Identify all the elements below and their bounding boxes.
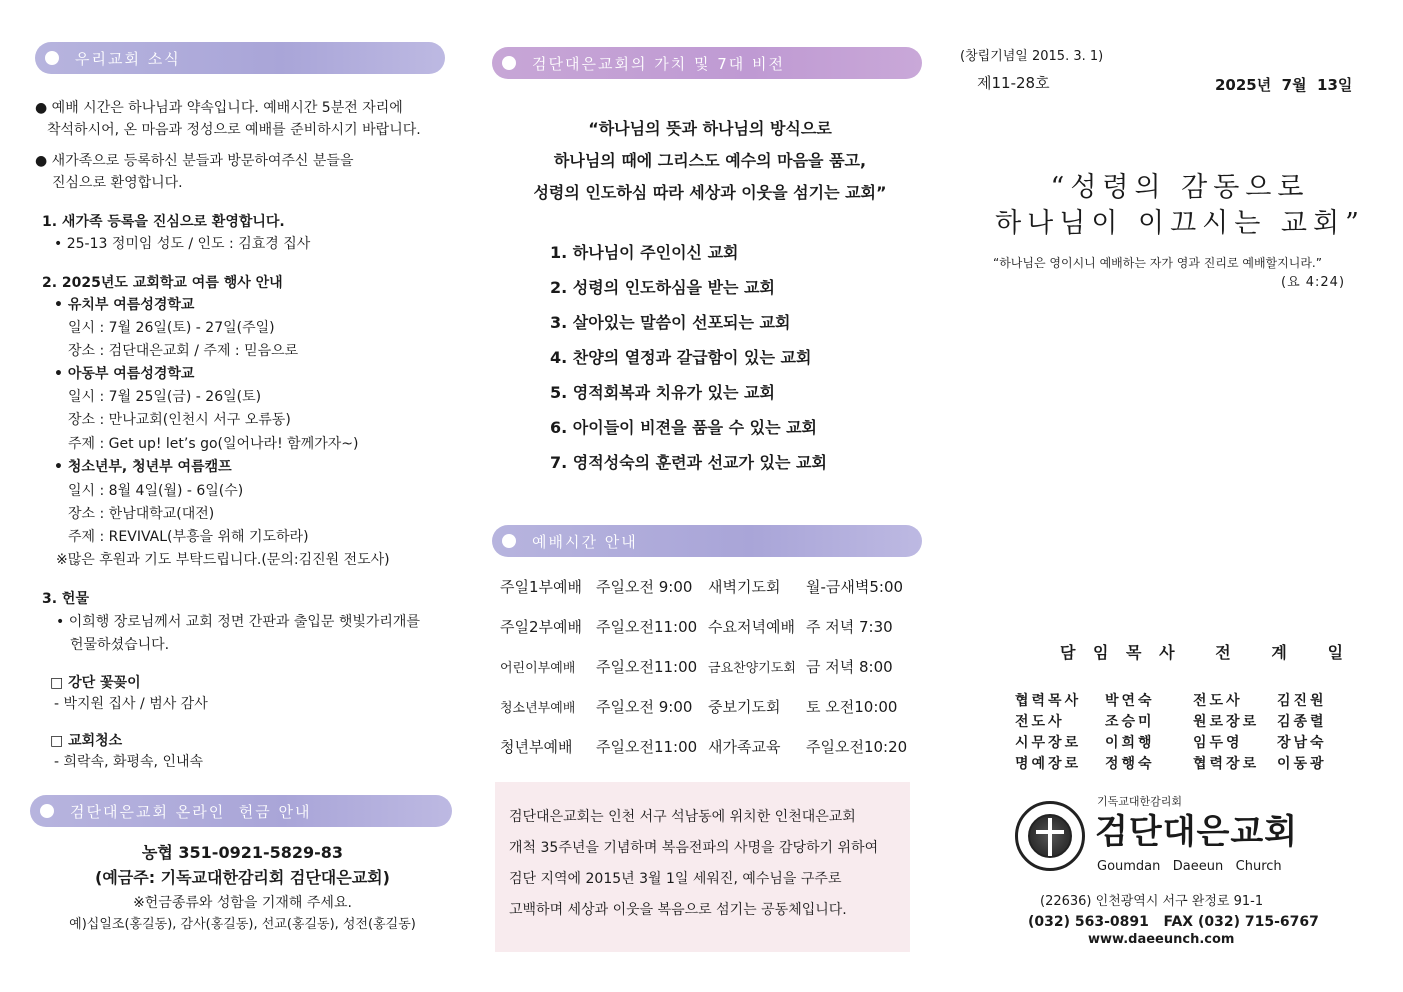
intro-line4: 고백하며 세상과 이웃을 복음으로 섬기는 공동체입니다. — [509, 902, 847, 918]
offering-holder: (예금주: 기독교대한감리회 검단대은교회) — [95, 868, 390, 887]
child-date: 일시 : 7월 25일(금) - 26일(토) — [68, 389, 262, 405]
worship-name: 주일2부예배 — [500, 617, 582, 636]
child-title: • 아동부 여름성경학교 — [54, 366, 195, 382]
worship-time: 주일오전 9:00 — [596, 697, 693, 716]
worship-time: 주 저녁 7:30 — [806, 617, 893, 636]
worship-time: 주일오전10:20 — [806, 737, 908, 756]
vision-item: 7. 영적성숙의 훈련과 선교가 있는 교회 — [550, 453, 827, 472]
vision-header-label: 검단대은교회의 가치 및 7대 비전 — [532, 54, 785, 73]
issue-number: 제11-28호 — [977, 74, 1050, 92]
offering-example: 예)십일조(홍길동), 감사(홍길동), 선교(홍길동), 성전(홍길동) — [69, 917, 416, 932]
clean-detail: - 희락속, 화평속, 인내속 — [54, 754, 204, 770]
cover-title-line2: 하나님이 이끄시는 교회” — [995, 208, 1365, 239]
vision-item: 1. 하나님이 주인이신 교회 — [550, 243, 739, 262]
worship-header — [492, 525, 922, 557]
staff-cell: 시무장로 — [1015, 735, 1082, 751]
vision-list — [550, 240, 827, 485]
support-note: ※많은 후원과 기도 부탁드립니다.(문의:김진원 전도사) — [56, 552, 390, 568]
church-address: (22636) 인천광역시 서구 완정로 91-1 — [1040, 894, 1264, 909]
cover-title — [985, 170, 1375, 242]
bullet-dot-icon — [502, 534, 516, 548]
child-place: 장소 : 만나교회(인천시 서구 오류동) — [68, 412, 291, 428]
staff-cell: 이동광 — [1277, 756, 1327, 772]
founding-date: (창립기념일 2015. 3. 1) — [960, 49, 1104, 64]
child-theme: 주제 : Get up! let’s go(일어나라! 함께가자~) — [68, 436, 359, 452]
worship-name: 새가족교육 — [708, 737, 781, 756]
kinder-title: • 유치부 여름성경학교 — [54, 297, 195, 313]
staff-cell: 전도사 — [1193, 693, 1243, 709]
issue-date: 2025년 7월 13일 — [1215, 76, 1353, 94]
clean-title: □ 교회청소 — [50, 733, 123, 749]
staff-cell: 임두영 — [1193, 735, 1243, 751]
intro-line1: 검단대은교회는 인천 서구 석남동에 위치한 인천대은교회 — [509, 809, 856, 825]
worship-header-label: 예배시간 안내 — [532, 532, 638, 551]
table-row — [500, 686, 920, 726]
staff-cell: 협력장로 — [1193, 756, 1260, 772]
staff-cell: 박연숙 — [1105, 693, 1155, 709]
staff-cell: 전도사 — [1015, 714, 1065, 730]
youth-place: 장소 : 한남대학교(대전) — [68, 506, 215, 522]
vision-quote-line1: “하나님의 뜻과 하나님의 방식으로 — [588, 119, 832, 138]
news-bullet2-line1: ● 새가족으로 등록하신 분들과 방문하여주신 분들을 — [35, 153, 354, 169]
vision-quote-line2: 하나님의 때에 그리스도 예수의 마음을 품고, — [553, 151, 867, 170]
youth-title: • 청소년부, 청년부 여름캠프 — [54, 459, 232, 475]
vision-item: 6. 아이들이 비젼을 품을 수 있는 교회 — [550, 418, 818, 437]
vision-item: 5. 영적회복과 치유가 있는 교회 — [550, 383, 775, 402]
worship-name: 금요찬양기도회 — [708, 660, 796, 676]
bullet-dot-icon — [502, 56, 516, 70]
staff-cell: 이희행 — [1105, 735, 1155, 751]
bullet-dot-icon — [40, 804, 54, 818]
staff-list — [1015, 690, 1347, 774]
table-row — [500, 566, 920, 606]
worship-name: 중보기도회 — [708, 697, 781, 716]
worship-name: 청년부예배 — [500, 737, 573, 756]
staff-row — [1015, 732, 1347, 753]
worship-name: 새벽기도회 — [708, 577, 781, 596]
worship-name: 주일1부예배 — [500, 577, 582, 596]
worship-name: 청소년부예배 — [500, 700, 576, 716]
cover-title-line1: “성령의 감동으로 — [1050, 172, 1310, 203]
church-intro — [495, 782, 910, 952]
worship-time: 주일오전11:00 — [596, 737, 698, 756]
worship-table — [500, 566, 920, 766]
kinder-date: 일시 : 7월 26일(토) - 27일(주일) — [68, 320, 275, 336]
senior-pastor: 담 임 목 사 전 계 일 — [1060, 643, 1350, 662]
worship-time: 주일오전11:00 — [596, 657, 698, 676]
staff-row — [1015, 753, 1347, 774]
staff-cell: 김진원 — [1277, 693, 1327, 709]
church-phone: (032) 563-0891 FAX (032) 715-6767 — [1028, 914, 1319, 930]
staff-cell: 정행숙 — [1105, 756, 1155, 772]
methodist-emblem-icon — [1015, 801, 1085, 871]
table-row — [500, 646, 920, 686]
news-item3-title: 3. 헌물 — [42, 591, 89, 607]
staff-cell: 김종렬 — [1277, 714, 1327, 730]
offering-header — [30, 795, 452, 827]
vision-header — [492, 47, 922, 79]
staff-row — [1015, 690, 1347, 711]
offering-account: 농협 351-0921-5829-83 — [141, 843, 344, 862]
flower-title: □ 강단 꽃꽂이 — [50, 675, 141, 691]
news-item1-detail: • 25-13 정미임 성도 / 인도 : 김효경 집사 — [54, 236, 311, 252]
youth-date: 일시 : 8월 4일(월) - 6일(수) — [68, 483, 244, 499]
offering-header-label: 검단대은교회 온라인 헌금 안내 — [70, 802, 312, 821]
news-header-label: 우리교회 소식 — [75, 49, 181, 68]
youth-theme: 주제 : REVIVAL(부흥을 위해 기도하라) — [68, 529, 309, 545]
news-header — [35, 42, 445, 74]
news-bullet1-line2: 착석하시어, 온 마음과 정성으로 예배를 준비하시기 바랍니다. — [47, 122, 421, 138]
intro-line3: 검단 지역에 2015년 3월 1일 세워진, 예수님을 구주로 — [509, 871, 842, 887]
worship-time: 금 저녁 8:00 — [806, 657, 893, 676]
vision-quote — [490, 113, 930, 209]
church-name-en: Goumdan Daeeun Church — [1097, 859, 1282, 874]
church-website: www.daeeunch.com — [1088, 932, 1235, 947]
church-name: 검단대은교회 — [1095, 812, 1299, 852]
staff-row — [1015, 711, 1347, 732]
denomination: 기독교대한감리회 — [1097, 795, 1183, 808]
worship-time: 토 오전10:00 — [806, 697, 898, 716]
bullet-dot-icon — [45, 51, 59, 65]
flower-detail: - 박지원 집사 / 범사 감사 — [54, 696, 208, 712]
news-bullet1-line1: ● 예배 시간은 하나님과 약속입니다. 예배시간 5분전 자리에 — [35, 100, 403, 116]
table-row — [500, 606, 920, 646]
news-bullet2-line2: 진심으로 환영합니다. — [52, 175, 183, 191]
vision-item: 2. 성령의 인도하심을 받는 교회 — [550, 278, 775, 297]
staff-cell: 협력목사 — [1015, 693, 1082, 709]
offering-note: ※헌금종류와 성함을 기재해 주세요. — [133, 895, 352, 911]
vision-quote-line3: 성령의 인도하심 따라 세상과 이웃을 섬기는 교회” — [533, 183, 887, 202]
vision-item: 3. 살아있는 말씀이 선포되는 교회 — [550, 313, 791, 332]
vision-item: 4. 찬양의 열정과 갈급함이 있는 교회 — [550, 348, 812, 367]
cover-verse: “하나님은 영이시니 예배하는 자가 영과 진리로 예배할지니라.” — [993, 256, 1322, 270]
church-logo — [1015, 795, 1315, 885]
worship-name: 어린이부예배 — [500, 660, 576, 676]
news-item2-title: 2. 2025년도 교회학교 여름 행사 안내 — [42, 275, 283, 291]
cover-verse-ref: (요 4:24) — [1281, 275, 1346, 290]
news-item3-line1: • 이희행 장로님께서 교회 정면 간판과 출입문 햇빛가리개를 — [56, 614, 420, 630]
worship-time: 월-금새벽5:00 — [806, 577, 904, 596]
staff-cell: 조승미 — [1105, 714, 1155, 730]
worship-name: 수요저녁예배 — [708, 617, 795, 636]
kinder-place: 장소 : 검단대은교회 / 주제 : 믿음으로 — [68, 343, 299, 359]
news-item3-line2: 헌물하셨습니다. — [70, 637, 170, 653]
worship-time: 주일오전11:00 — [596, 617, 698, 636]
news-item1-title: 1. 새가족 등록을 진심으로 환영합니다. — [42, 214, 285, 230]
staff-cell: 명예장로 — [1015, 756, 1082, 772]
worship-time: 주일오전 9:00 — [596, 577, 693, 596]
table-row — [500, 726, 920, 766]
staff-cell: 장남숙 — [1277, 735, 1327, 751]
staff-cell: 원로장로 — [1193, 714, 1260, 730]
intro-line2: 개척 35주년을 기념하며 복음전파의 사명을 감당하기 위하여 — [509, 840, 879, 856]
